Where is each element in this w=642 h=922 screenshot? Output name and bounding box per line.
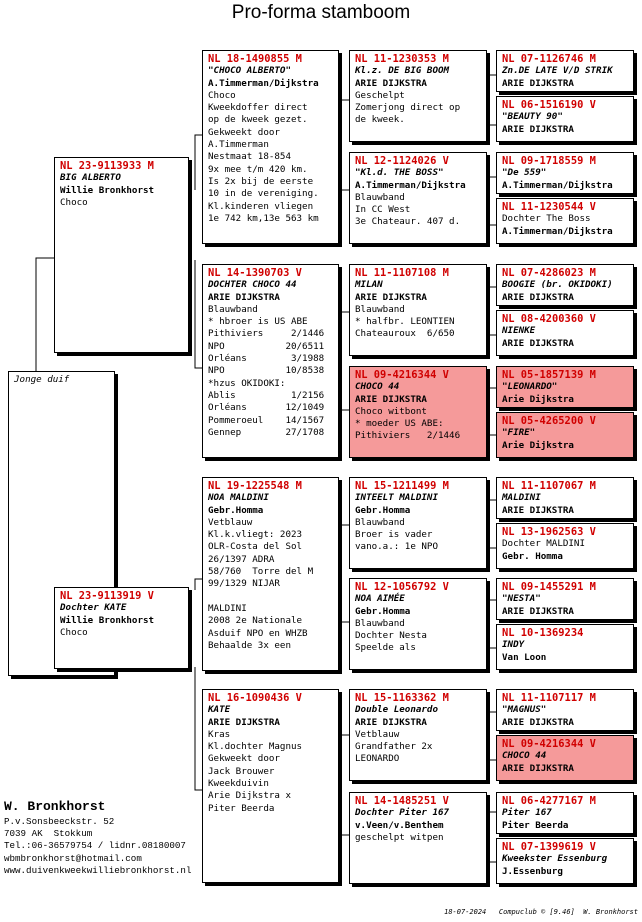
pigeon-name: Double Leonardo: [355, 704, 438, 716]
detail-line: Grandfather 2x: [355, 741, 433, 753]
detail-line: Gennep 27/1708: [208, 426, 325, 438]
detail-line: Gekweekt door: [208, 753, 280, 765]
ring-number: NL 11-1230353 M: [355, 53, 449, 65]
pigeon-name: Dochter KATE: [60, 602, 127, 614]
detail-line: Choco: [60, 626, 88, 638]
grandparent-card[interactable]: [202, 477, 339, 671]
pigeon-name: "Kl.d. THE BOSS": [355, 167, 444, 179]
detail-line: [208, 591, 334, 603]
breeder-email[interactable]: wbmbronkhorst@hotmail.com: [4, 852, 142, 864]
owner: ARIE DIJKSTRA: [208, 291, 280, 303]
detail-line: 2008 2e Nationale: [208, 615, 303, 627]
detail-line: Kl.kinderen vliegen: [208, 200, 314, 212]
detail-line: Choco: [208, 89, 236, 101]
ring-number: NL 06-4277167 M: [502, 795, 596, 807]
detail-line: MALDINI: [208, 602, 247, 614]
ancestor-card[interactable]: [496, 578, 634, 620]
ancestor-card[interactable]: [496, 792, 634, 834]
owner: A.Timmerman/Dijkstra: [355, 179, 466, 191]
breeder-city: 7039 AK Stokkum: [4, 828, 93, 840]
pigeon-name: "FIRE": [502, 427, 536, 439]
detail-line: Broer is vader: [355, 529, 433, 541]
ring-number: NL 07-1399619 V: [502, 841, 596, 853]
pigeon-name: DOCHTER CHOCO 44: [208, 279, 297, 291]
breeder-phone: Tel.:06-36579754 / lidnr.08180007: [4, 840, 186, 852]
owner: ARIE DIJKSTRA: [502, 123, 574, 135]
owner: ARIE DIJKSTRA: [502, 291, 574, 303]
ancestor-card[interactable]: [496, 310, 634, 356]
ancestor-card[interactable]: [496, 50, 634, 92]
owner: Gebr.Homma: [208, 504, 264, 516]
detail-line: 9x mee t/m 420 km.: [208, 163, 308, 175]
ring-number: NL 11-1107117 M: [502, 692, 596, 704]
ring-number: NL 14-1485251 V: [355, 795, 449, 807]
ring-number: NL 09-1455291 M: [502, 581, 596, 593]
pigeon-name: NOA MALDINI: [208, 492, 269, 504]
detail-line: In CC West: [355, 204, 411, 216]
owner: Piter Beerda: [502, 819, 569, 831]
great-grandparent-card[interactable]: [349, 792, 487, 884]
owner: J.Essenburg: [502, 865, 563, 877]
breeder-info: [4, 798, 191, 877]
pigeon-name: Dochter The Boss: [502, 213, 591, 225]
ancestor-card[interactable]: [496, 838, 634, 884]
parent-card-dam[interactable]: [54, 587, 189, 669]
ring-number: NL 15-1163362 M: [355, 692, 449, 704]
pigeon-name: NIENKE: [502, 325, 536, 337]
breeder-name: W. Bronkhorst: [4, 799, 106, 814]
ancestor-card[interactable]: [496, 96, 634, 142]
detail-line: *hzus OKIDOKI:: [208, 377, 286, 389]
owner: A.Timmerman/Dijkstra: [208, 77, 319, 89]
pigeon-name: CHOCO 44: [355, 381, 400, 393]
ancestor-card[interactable]: [496, 689, 634, 731]
owner: ARIE DIJKSTRA: [502, 504, 574, 516]
owner: ARIE DIJKSTRA: [502, 337, 574, 349]
ring-number: NL 23-9113933 M: [60, 160, 154, 172]
owner: Arie Dijkstra: [502, 393, 574, 405]
ring-number: NL 18-1490855 M: [208, 53, 302, 65]
ring-number: NL 09-1718559 M: [502, 155, 596, 167]
pigeon-name: Kweekster Essenburg: [502, 853, 608, 865]
ring-number: NL 08-4200360 V: [502, 313, 596, 325]
detail-line: Blauwband: [208, 303, 258, 315]
owner: Gebr. Homma: [502, 550, 563, 562]
owner: ARIE DIJKSTRA: [355, 291, 427, 303]
ring-number: NL 07-4286023 M: [502, 267, 596, 279]
pigeon-name: "LEONARDO": [502, 381, 558, 393]
detail-line: geschelpt witpen: [355, 831, 444, 843]
ring-number: NL 11-1230544 V: [502, 201, 596, 213]
subject-name: Jonge duif: [14, 374, 70, 385]
detail-line: Blauwband: [355, 303, 405, 315]
owner: ARIE DIJKSTRA: [502, 762, 574, 774]
owner: Gebr.Homma: [355, 605, 411, 617]
detail-line: Kl.k.vliegt: 2023: [208, 529, 303, 541]
owner: Van Loon: [502, 651, 547, 663]
owner: Willie Bronkhorst: [60, 184, 155, 196]
detail-line: Pithiviers 2/1446: [355, 430, 461, 442]
ancestor-card-highlighted[interactable]: [496, 366, 634, 408]
great-grandparent-card[interactable]: [349, 689, 487, 781]
great-grandparent-card[interactable]: [349, 152, 487, 244]
ancestor-card-highlighted[interactable]: [496, 412, 634, 458]
pigeon-name: Dochter Piter 167: [355, 807, 450, 819]
detail-line: Blauwband: [355, 617, 405, 629]
pigeon-name: MILAN: [355, 279, 383, 291]
detail-line: 10 in de vereniging.: [208, 188, 319, 200]
detail-line: Vetblauw: [208, 516, 253, 528]
ancestor-card[interactable]: [496, 523, 634, 569]
great-grandparent-card[interactable]: [349, 477, 487, 569]
ancestor-card[interactable]: [496, 477, 634, 519]
grandparent-card[interactable]: [202, 264, 339, 458]
owner: ARIE DIJKSTRA: [502, 716, 574, 728]
detail-line: Kweekduivin: [208, 778, 269, 790]
owner: Gebr.Homma: [355, 504, 411, 516]
ring-number: NL 09-4216344 V: [355, 369, 449, 381]
detail-line: OLR-Costa del Sol: [208, 541, 303, 553]
ring-number: NL 16-1090436 V: [208, 692, 302, 704]
owner: Arie Dijkstra: [502, 439, 574, 451]
detail-line: Kl.dochter Magnus: [208, 741, 303, 753]
detail-line: Blauwband: [355, 191, 405, 203]
detail-line: Nestmaat 18-854: [208, 151, 291, 163]
detail-line: Blauwband: [355, 516, 405, 528]
detail-line: 99/1329 NIJAR: [208, 578, 280, 590]
ring-number: NL 05-1857139 M: [502, 369, 596, 381]
pigeon-name: BOOGIE (br. OKIDOKI): [502, 279, 613, 291]
detail-line: Dochter Nesta: [355, 630, 427, 642]
detail-line: Ablis 1/2156: [208, 389, 325, 401]
ring-number: NL 06-1516190 V: [502, 99, 596, 111]
detail-line: Vetblauw: [355, 728, 400, 740]
detail-line: Orléans 12/1049: [208, 402, 325, 414]
detail-line: Arie Dijkstra x: [208, 790, 291, 802]
detail-line: 58/760 Torre del M: [208, 566, 314, 578]
pigeon-name: "BEAUTY 90": [502, 111, 563, 123]
detail-line: Pithiviers 2/1446: [208, 328, 325, 340]
pigeon-name: "NESTA": [502, 593, 541, 605]
ring-number: NL 11-1107108 M: [355, 267, 449, 279]
detail-line: LEONARDO: [355, 753, 400, 765]
great-grandparent-card-highlighted[interactable]: [349, 366, 487, 458]
pigeon-name: MALDINI: [502, 492, 541, 504]
page-title: Pro-forma stamboom: [231, 2, 411, 23]
pigeon-name: Zn.DE LATE V/D STRIK: [502, 65, 613, 77]
ring-number: NL 09-4216344 V: [502, 738, 596, 750]
owner: ARIE DIJKSTRA: [502, 77, 574, 89]
ring-number: NL 12-1124026 V: [355, 155, 449, 167]
detail-line: Jack Brouwer: [208, 765, 275, 777]
ring-number: NL 07-1126746 M: [502, 53, 596, 65]
breeder-address: P.v.Sonsbeeckstr. 52: [4, 816, 115, 827]
ancestor-card[interactable]: [496, 152, 634, 194]
print-stamp: 18-07-2024 Compuclub © [9.46] W. Bronkhorst: [444, 908, 638, 916]
ancestor-card[interactable]: [496, 264, 634, 306]
detail-line: 1e 742 km,13e 563 km: [208, 212, 319, 224]
pigeon-name: KATE: [208, 704, 231, 716]
pigeon-name: NOA AIMÉE: [355, 593, 405, 605]
detail-line: Zomerjong direct op: [355, 102, 461, 114]
pigeon-name: BIG ALBERTO: [60, 172, 121, 184]
detail-line: 3e Chateaur. 407 d.: [355, 216, 461, 228]
detail-line: Asduif NPO en WHZB: [208, 627, 308, 639]
owner: ARIE DIJKSTRA: [502, 605, 574, 617]
detail-line: A.Timmerman: [208, 139, 269, 151]
ancestor-card[interactable]: [496, 624, 634, 670]
detail-line: Choco witbont: [355, 405, 427, 417]
detail-line: Piter Beerda: [208, 802, 275, 814]
detail-line: Chateauroux 6/650: [355, 328, 455, 340]
detail-line: Geschelpt: [355, 89, 405, 101]
pigeon-name: INDY: [502, 639, 525, 651]
owner: ARIE DIJKSTRA: [355, 716, 427, 728]
detail-line: Kweekdoffer direct: [208, 102, 308, 114]
great-grandparent-card[interactable]: [349, 50, 487, 142]
pigeon-name: "CHOCO ALBERTO": [208, 65, 291, 77]
pigeon-name: "De 559": [502, 167, 547, 179]
detail-line: Behaalde 3x een: [208, 639, 291, 651]
detail-line: Pommeroeul 14/1567: [208, 414, 325, 426]
detail-line: NPO 10/8538: [208, 365, 325, 377]
detail-line: Is 2x bij de eerste: [208, 175, 314, 187]
detail-line: vano.a.: 1e NPO: [355, 541, 438, 553]
pigeon-name: CHOCO 44: [502, 750, 547, 762]
grandparent-card[interactable]: [202, 689, 339, 883]
great-grandparent-card[interactable]: [349, 264, 487, 356]
detail-line: * moeder US ABE:: [355, 418, 444, 430]
detail-line: Kras: [208, 728, 231, 740]
owner: A.Timmerman/Dijkstra: [502, 225, 613, 237]
owner: ARIE DIJKSTRA: [355, 393, 427, 405]
pigeon-name: "MAGNUS": [502, 704, 547, 716]
owner: A.Timmerman/Dijkstra: [502, 179, 613, 191]
detail-line: Orléans 3/1988: [208, 353, 325, 365]
parent-card-sire[interactable]: [54, 157, 189, 353]
detail-line: de kweek.: [355, 114, 405, 126]
detail-line: Choco: [60, 196, 88, 208]
ring-number: NL 10-1369234: [502, 627, 584, 639]
pigeon-name: Piter 167: [502, 807, 552, 819]
detail-line: 26/1397 ADRA: [208, 553, 275, 565]
owner: ARIE DIJKSTRA: [208, 716, 280, 728]
ring-number: NL 11-1107067 M: [502, 480, 596, 492]
detail-line: * hbroer is US ABE: [208, 316, 308, 328]
detail-line: Speelde als: [355, 642, 416, 654]
ring-number: NL 15-1211499 M: [355, 480, 449, 492]
ancestor-card-highlighted[interactable]: [496, 735, 634, 781]
great-grandparent-card[interactable]: [349, 578, 487, 670]
grandparent-card[interactable]: [202, 50, 339, 244]
detail-line: NPO 20/6511: [208, 340, 325, 352]
breeder-website[interactable]: www.duivenkweekwilliebronkhorst.nl: [4, 864, 192, 876]
detail-line: Gekweekt door: [208, 126, 280, 138]
detail-line: op de kweek gezet.: [208, 114, 308, 126]
detail-line: * halfbr. LEONTIEN: [355, 316, 455, 328]
ring-number: NL 23-9113919 V: [60, 590, 154, 602]
owner: Willie Bronkhorst: [60, 614, 155, 626]
ring-number: NL 14-1390703 V: [208, 267, 302, 279]
ring-number: NL 12-1056792 V: [355, 581, 449, 593]
ring-number: NL 19-1225548 M: [208, 480, 302, 492]
ring-number: NL 13-1962563 V: [502, 526, 596, 538]
ancestor-card[interactable]: [496, 198, 634, 244]
pigeon-name: Dochter MALDINI: [502, 538, 585, 550]
ring-number: NL 05-4265200 V: [502, 415, 596, 427]
pigeon-name: INTEELT MALDINI: [355, 492, 438, 504]
owner: ARIE DIJKSTRA: [355, 77, 427, 89]
pigeon-name: Kl.z. DE BIG BOOM: [355, 65, 450, 77]
owner: v.Veen/v.Benthem: [355, 819, 444, 831]
